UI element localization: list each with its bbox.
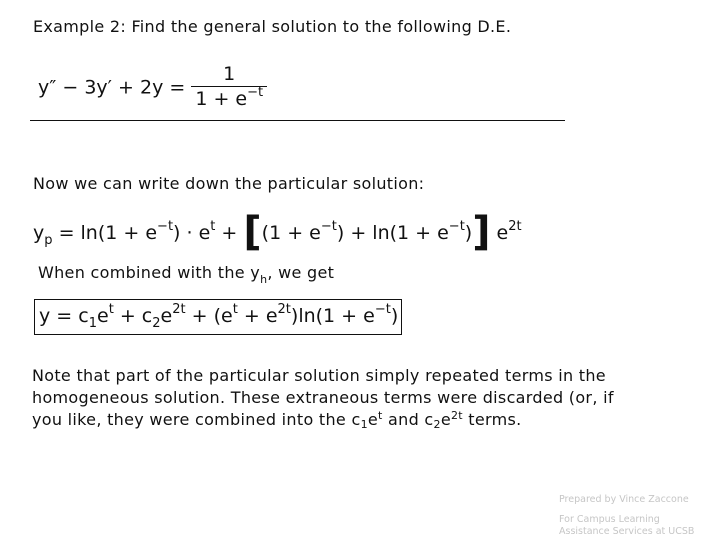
note-line-1: Note that part of the particular solution simply repeated terms in the [32,366,606,385]
differential-equation [38,62,267,114]
note-line-3: you like, they were combined into the $c1e^t$ and $c2e^{2t}$ terms. [32,409,522,431]
footer-credit: Prepared by Vince Zaccone For Campus Learning Assistance Services at UCSB [559,494,695,537]
right-bracket: ] [472,209,491,255]
de-denominator: $1 + e^{-t}$ [195,85,264,110]
particular-intro: Now we can write down the particular solution: [33,174,425,193]
particular-solution: $y_p = \ln(1 + e^{-t}) \cdot e^t + [(1 + e^{-t}) + \ln(1 + e^{-t})]$ $e^{2t}$ [33,209,522,255]
example-heading: Example 2: Find the general solution to the following D.E. [33,17,512,36]
de-numerator: 1 [191,62,267,87]
note-paragraph [32,365,614,433]
de-lhs: y″ − 3y′ + 2y = [38,76,186,99]
combined-intro: When combined with the $y_h$, we get [38,263,335,286]
divider-line [30,120,565,121]
de-fraction [191,62,267,114]
left-bracket: [ [243,209,262,255]
general-solution: $y = c_1e^t + c_2e^{2t} + (e^t + e^{2t})\ln(1 + e^{-t})$ [39,302,399,331]
note-line-2: homogeneous solution. These extraneous terms were discarded (or, if [32,388,614,407]
